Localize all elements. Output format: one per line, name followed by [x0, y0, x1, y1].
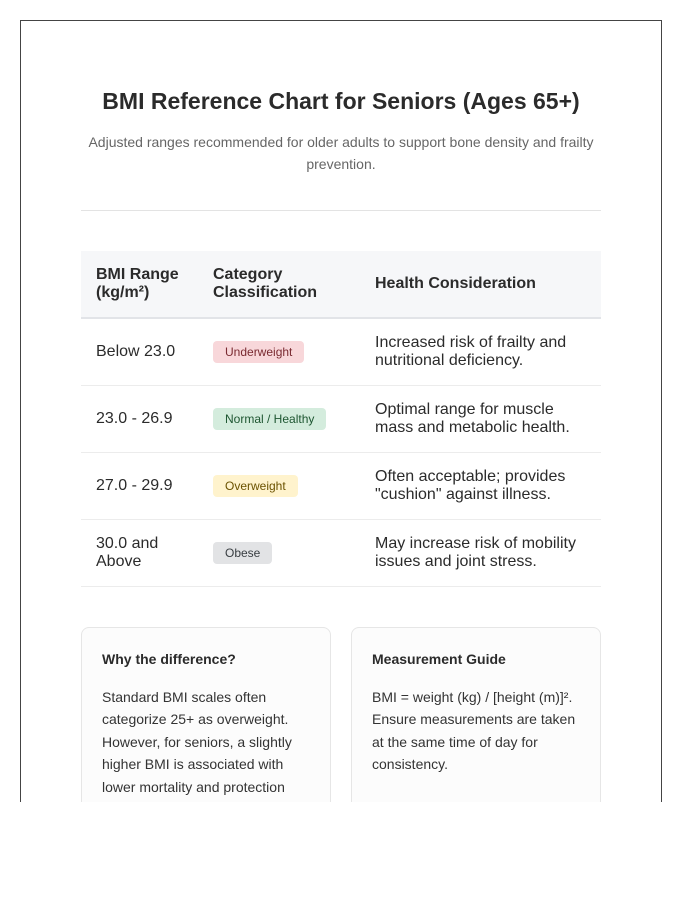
column-header-bmi-range: BMI Range (kg/m²)	[81, 251, 198, 318]
category-badge-obese: Obese	[213, 542, 272, 564]
health-consideration-cell: Often acceptable; provides "cushion" against illness.	[360, 452, 601, 519]
header-divider	[81, 210, 601, 211]
bmi-range-cell: 23.0 - 26.9	[81, 385, 198, 452]
bmi-range-cell: Below 23.0	[81, 318, 198, 385]
category-badge-overweight: Overweight	[213, 475, 298, 497]
bmi-range-cell: 30.0 and Above	[81, 519, 198, 586]
category-cell	[198, 452, 360, 519]
table-body	[81, 318, 601, 586]
table-row	[81, 385, 601, 452]
table-row	[81, 318, 601, 385]
column-header-category: Category Classification	[198, 251, 360, 318]
bmi-range-cell: 27.0 - 29.9	[81, 452, 198, 519]
card-body: Standard BMI scales often categorize 25+ as overweight. However, for seniors, a slightly higher BMI is associated with lower mortality and protection	[102, 688, 292, 795]
table-header-row	[81, 251, 601, 318]
bmi-table	[81, 251, 601, 587]
category-badge-normal: Normal / Healthy	[213, 408, 326, 430]
health-consideration-cell: May increase risk of mobility issues and joint stress.	[360, 519, 601, 586]
category-cell	[198, 519, 360, 586]
page-title: BMI Reference Chart for Seniors (Ages 65+)	[102, 88, 580, 114]
table-header	[81, 251, 601, 318]
category-cell	[198, 385, 360, 452]
table-row	[81, 519, 601, 586]
info-cards	[81, 627, 601, 803]
column-header-health-consideration: Health Consideration	[360, 251, 601, 318]
info-card-why-difference	[81, 627, 331, 803]
table-row	[81, 452, 601, 519]
page-frame	[20, 20, 662, 802]
health-consideration-cell: Increased risk of frailty and nutritional deficiency.	[360, 318, 601, 385]
card-body: BMI = weight (kg) / [height (m)]². Ensure measurements are taken at the same time of day for consistency.	[372, 688, 576, 772]
content-column	[81, 21, 601, 802]
category-badge-underweight: Underweight	[213, 341, 304, 363]
health-consideration-cell: Optimal range for muscle mass and metabolic health.	[360, 385, 601, 452]
card-title: Why the difference?	[102, 650, 236, 667]
info-card-measurement-guide	[351, 627, 601, 803]
card-title: Measurement Guide	[372, 650, 506, 667]
page-subtitle: Adjusted ranges recommended for older adults to support bone density and frailty prevention.	[88, 134, 594, 172]
category-cell	[198, 318, 360, 385]
